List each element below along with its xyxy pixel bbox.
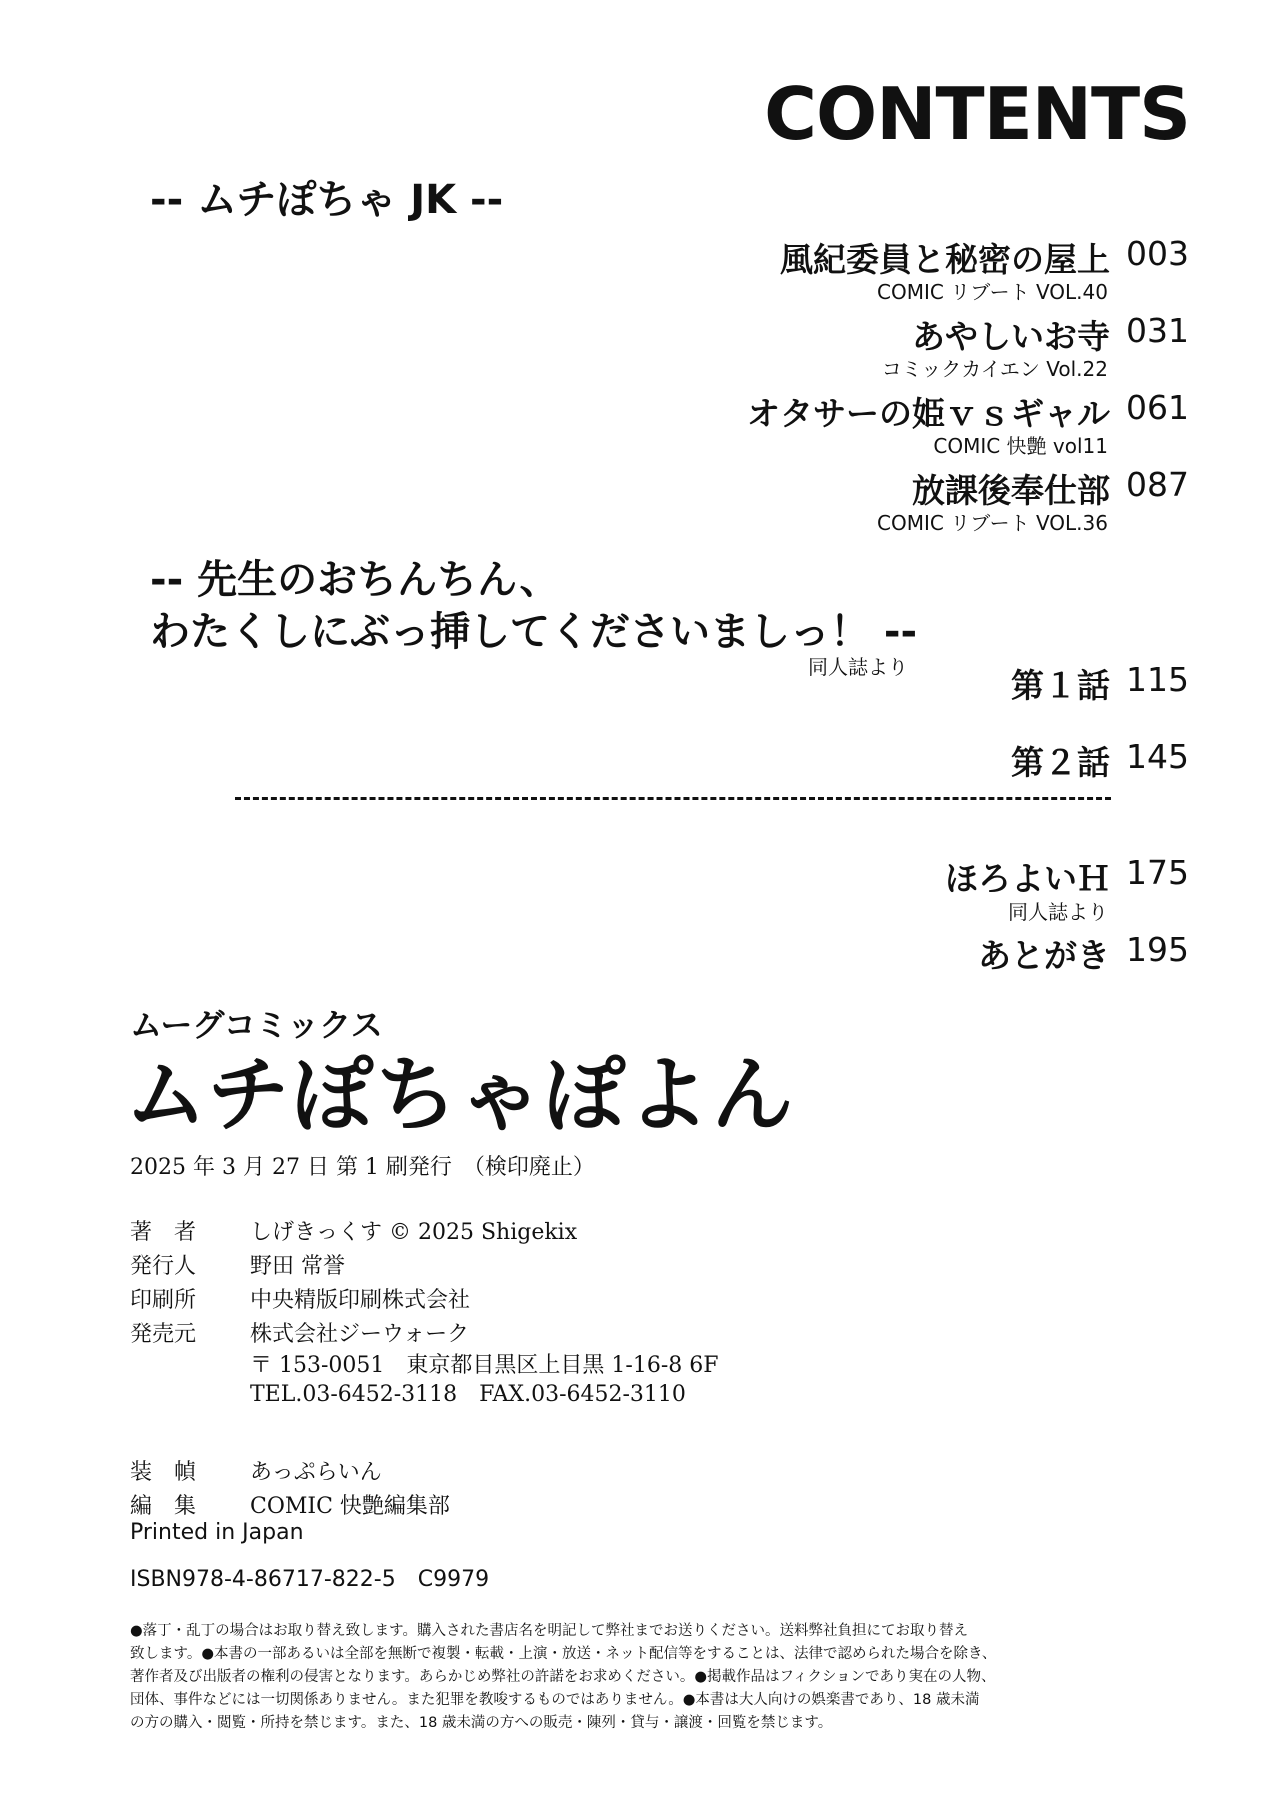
dashed-divider	[235, 797, 1111, 800]
entry-title: ほろよいＨ	[945, 859, 1110, 898]
section-source: 同人誌より	[808, 655, 908, 679]
isbn: ISBN978-4-86717-822-5 C9979	[130, 1567, 490, 1592]
entry-page: 031	[1126, 311, 1189, 350]
notice-line: 団体、事件などには一切関係ありません。また犯罪を教唆するものではありません。●本書は大人向けの娯楽書であり、18 歳未満	[130, 1692, 980, 1708]
entry-page: 175	[1126, 853, 1189, 892]
credit-value: あっぷらいん	[250, 1460, 382, 1485]
entry-title: 放課後奉仕部	[912, 471, 1110, 510]
credit-value: 株式会社ジーウォーク	[250, 1322, 470, 1347]
entry-title: 第２話	[1011, 743, 1110, 782]
entry-page: 195	[1126, 930, 1189, 969]
entry-title: オタサーの姫ｖｓギャル	[747, 394, 1110, 433]
credit-label: 発売元	[130, 1322, 197, 1347]
entry-page: 061	[1126, 388, 1189, 427]
section-title-sensei-1: -- 先生のおちんちん、	[150, 557, 560, 603]
credit-label: 著 者	[130, 1220, 197, 1245]
contents-heading: CONTENTS	[764, 72, 1190, 156]
entry-title: あやしいお寺	[912, 317, 1110, 356]
release-date: 2025 年 3 月 27 日 第 1 刷発行 （検印廃止）	[130, 1155, 595, 1180]
publisher-address: 〒 153-0051 東京都目黒区上目黒 1-16-8 6F	[250, 1353, 719, 1378]
entry-source: COMIC 快艶 vol11	[933, 434, 1108, 458]
entry-title: 風紀委員と秘密の屋上	[780, 240, 1110, 279]
entry-page: 003	[1126, 234, 1189, 273]
legal-notice	[130, 1620, 997, 1735]
credit-label: 印刷所	[130, 1288, 197, 1313]
notice-line: 著作者及び出版者の権利の侵害となります。あらかじめ弊社の許諾をお求めください。●掲載作品はフィクションであり実在の人物、	[130, 1669, 996, 1685]
imprint-label: ムーグコミックス	[130, 1006, 383, 1044]
entry-page: 087	[1126, 465, 1189, 504]
book-title: ムチぽちゃぽよん	[125, 1048, 796, 1143]
entry-source: COMIC リブート VOL.40	[877, 280, 1108, 304]
credit-label: 編 集	[130, 1494, 197, 1519]
credit-value: 中央精版印刷株式会社	[250, 1288, 471, 1313]
printed-in: Printed in Japan	[130, 1520, 304, 1545]
notice-line: 致します。●本書の一部あるいは全部を無断で複製・転載・上演・放送・ネット配信等をすることは、法律で認められた場合を除き、	[130, 1646, 997, 1662]
entry-source: 同人誌より	[1008, 900, 1108, 924]
notice-line: の方の購入・閲覧・所持を禁じます。また、18 歳未満の方への販売・陳列・貸与・譲渡・回覧を禁じます。	[130, 1715, 833, 1731]
entry-page: 115	[1126, 660, 1189, 699]
credit-label: 装 幀	[130, 1460, 197, 1485]
section-title-jk: -- ムチぽちゃ JK --	[150, 177, 504, 223]
section-title-sensei-2: わたくしにぶっ挿してくださいましっ！ --	[150, 609, 918, 655]
publisher-phone: TEL.03-6452-3118 FAX.03-6452-3110	[250, 1382, 686, 1407]
credit-label: 発行人	[130, 1254, 197, 1279]
credit-value: 野田 常誉	[250, 1254, 345, 1279]
entry-source: COMIC リブート VOL.36	[877, 511, 1108, 535]
credit-value: しげきっくす © 2025 Shigekix	[250, 1220, 578, 1245]
entry-title: あとがき	[978, 936, 1110, 975]
credit-value: COMIC 快艶編集部	[250, 1494, 450, 1519]
entry-source: コミックカイエン Vol.22	[881, 357, 1108, 381]
notice-line: ●落丁・乱丁の場合はお取り替え致します。購入された書店名を明記して弊社までお送りください。送料弊社負担にてお取り替え	[130, 1623, 968, 1639]
entry-title: 第１話	[1011, 666, 1110, 705]
entry-page: 145	[1126, 737, 1189, 776]
